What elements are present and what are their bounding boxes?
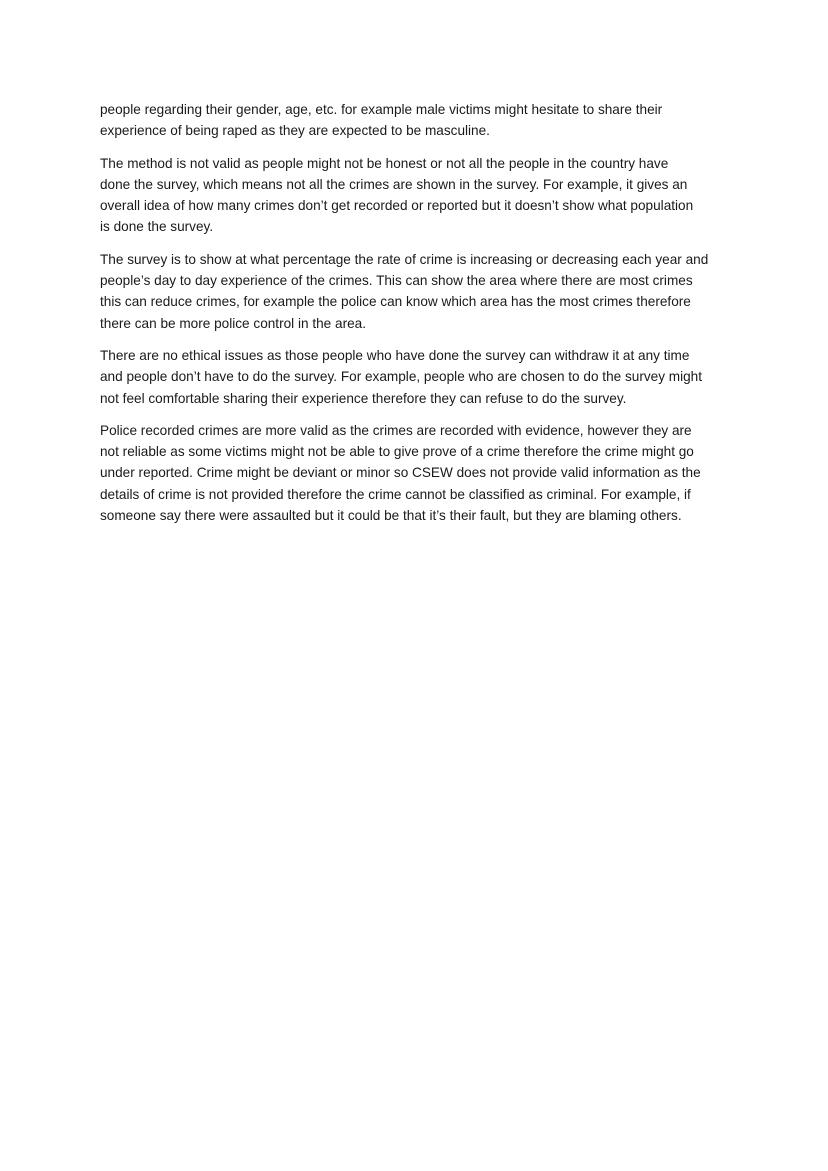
paragraph-line: not reliable as some victims might not be able to give prove of a crime therefore the crime might go [100,444,694,460]
paragraph-line: experience of being raped as they are expected to be masculine. [100,123,490,139]
paragraph-line: someone say there were assaulted but it could be that it’s their fault, but they are blaming others. [100,508,682,524]
paragraph-line: people regarding their gender, age, etc. for example male victims might hesitate to share their [100,102,663,117]
paragraph-1 [100,99,732,142]
paragraph-line: people’s day to day experience of the crimes. This can show the area where there are most crimes [100,273,693,289]
paragraph-line: and people don’t have to do the survey. For example, people who are chosen to do the survey might [100,369,703,385]
paragraph-line: there can be more police control in the area. [100,315,366,331]
paragraph-4 [100,345,732,409]
paragraph-line: overall idea of how many crimes don’t get recorded or reported but it doesn’t show what population [100,198,694,214]
paragraph-3 [100,249,732,334]
paragraph-2 [100,153,732,238]
paragraph-line: The method is not valid as people might not be honest or not all the people in the country have [100,155,669,171]
paragraph-line: The survey is to show at what percentage the rate of crime is increasing or decreasing each year and [100,251,709,267]
paragraph-line: done the survey, which means not all the crimes are shown in the survey. For example, it gives an [100,176,688,192]
paragraph-line: this can reduce crimes, for example the police can know which area has the most crimes therefore [100,294,691,310]
paragraph-line: is done the survey. [100,219,214,235]
paragraph-line: details of crime is not provided therefore the crime cannot be classified as criminal. For example, if [100,486,691,502]
paragraph-line: Police recorded crimes are more valid as the crimes are recorded with evidence, however they are [100,422,692,438]
paragraph-line: not feel comfortable sharing their experience therefore they can refuse to do the survey. [100,390,627,406]
paragraph-line: under reported. Crime might be deviant or minor so CSEW does not provide valid information as the [100,465,701,481]
paragraph-5 [100,420,732,526]
document-body [100,99,732,537]
paragraph-line: There are no ethical issues as those people who have done the survey can withdraw it at any time [100,347,690,363]
